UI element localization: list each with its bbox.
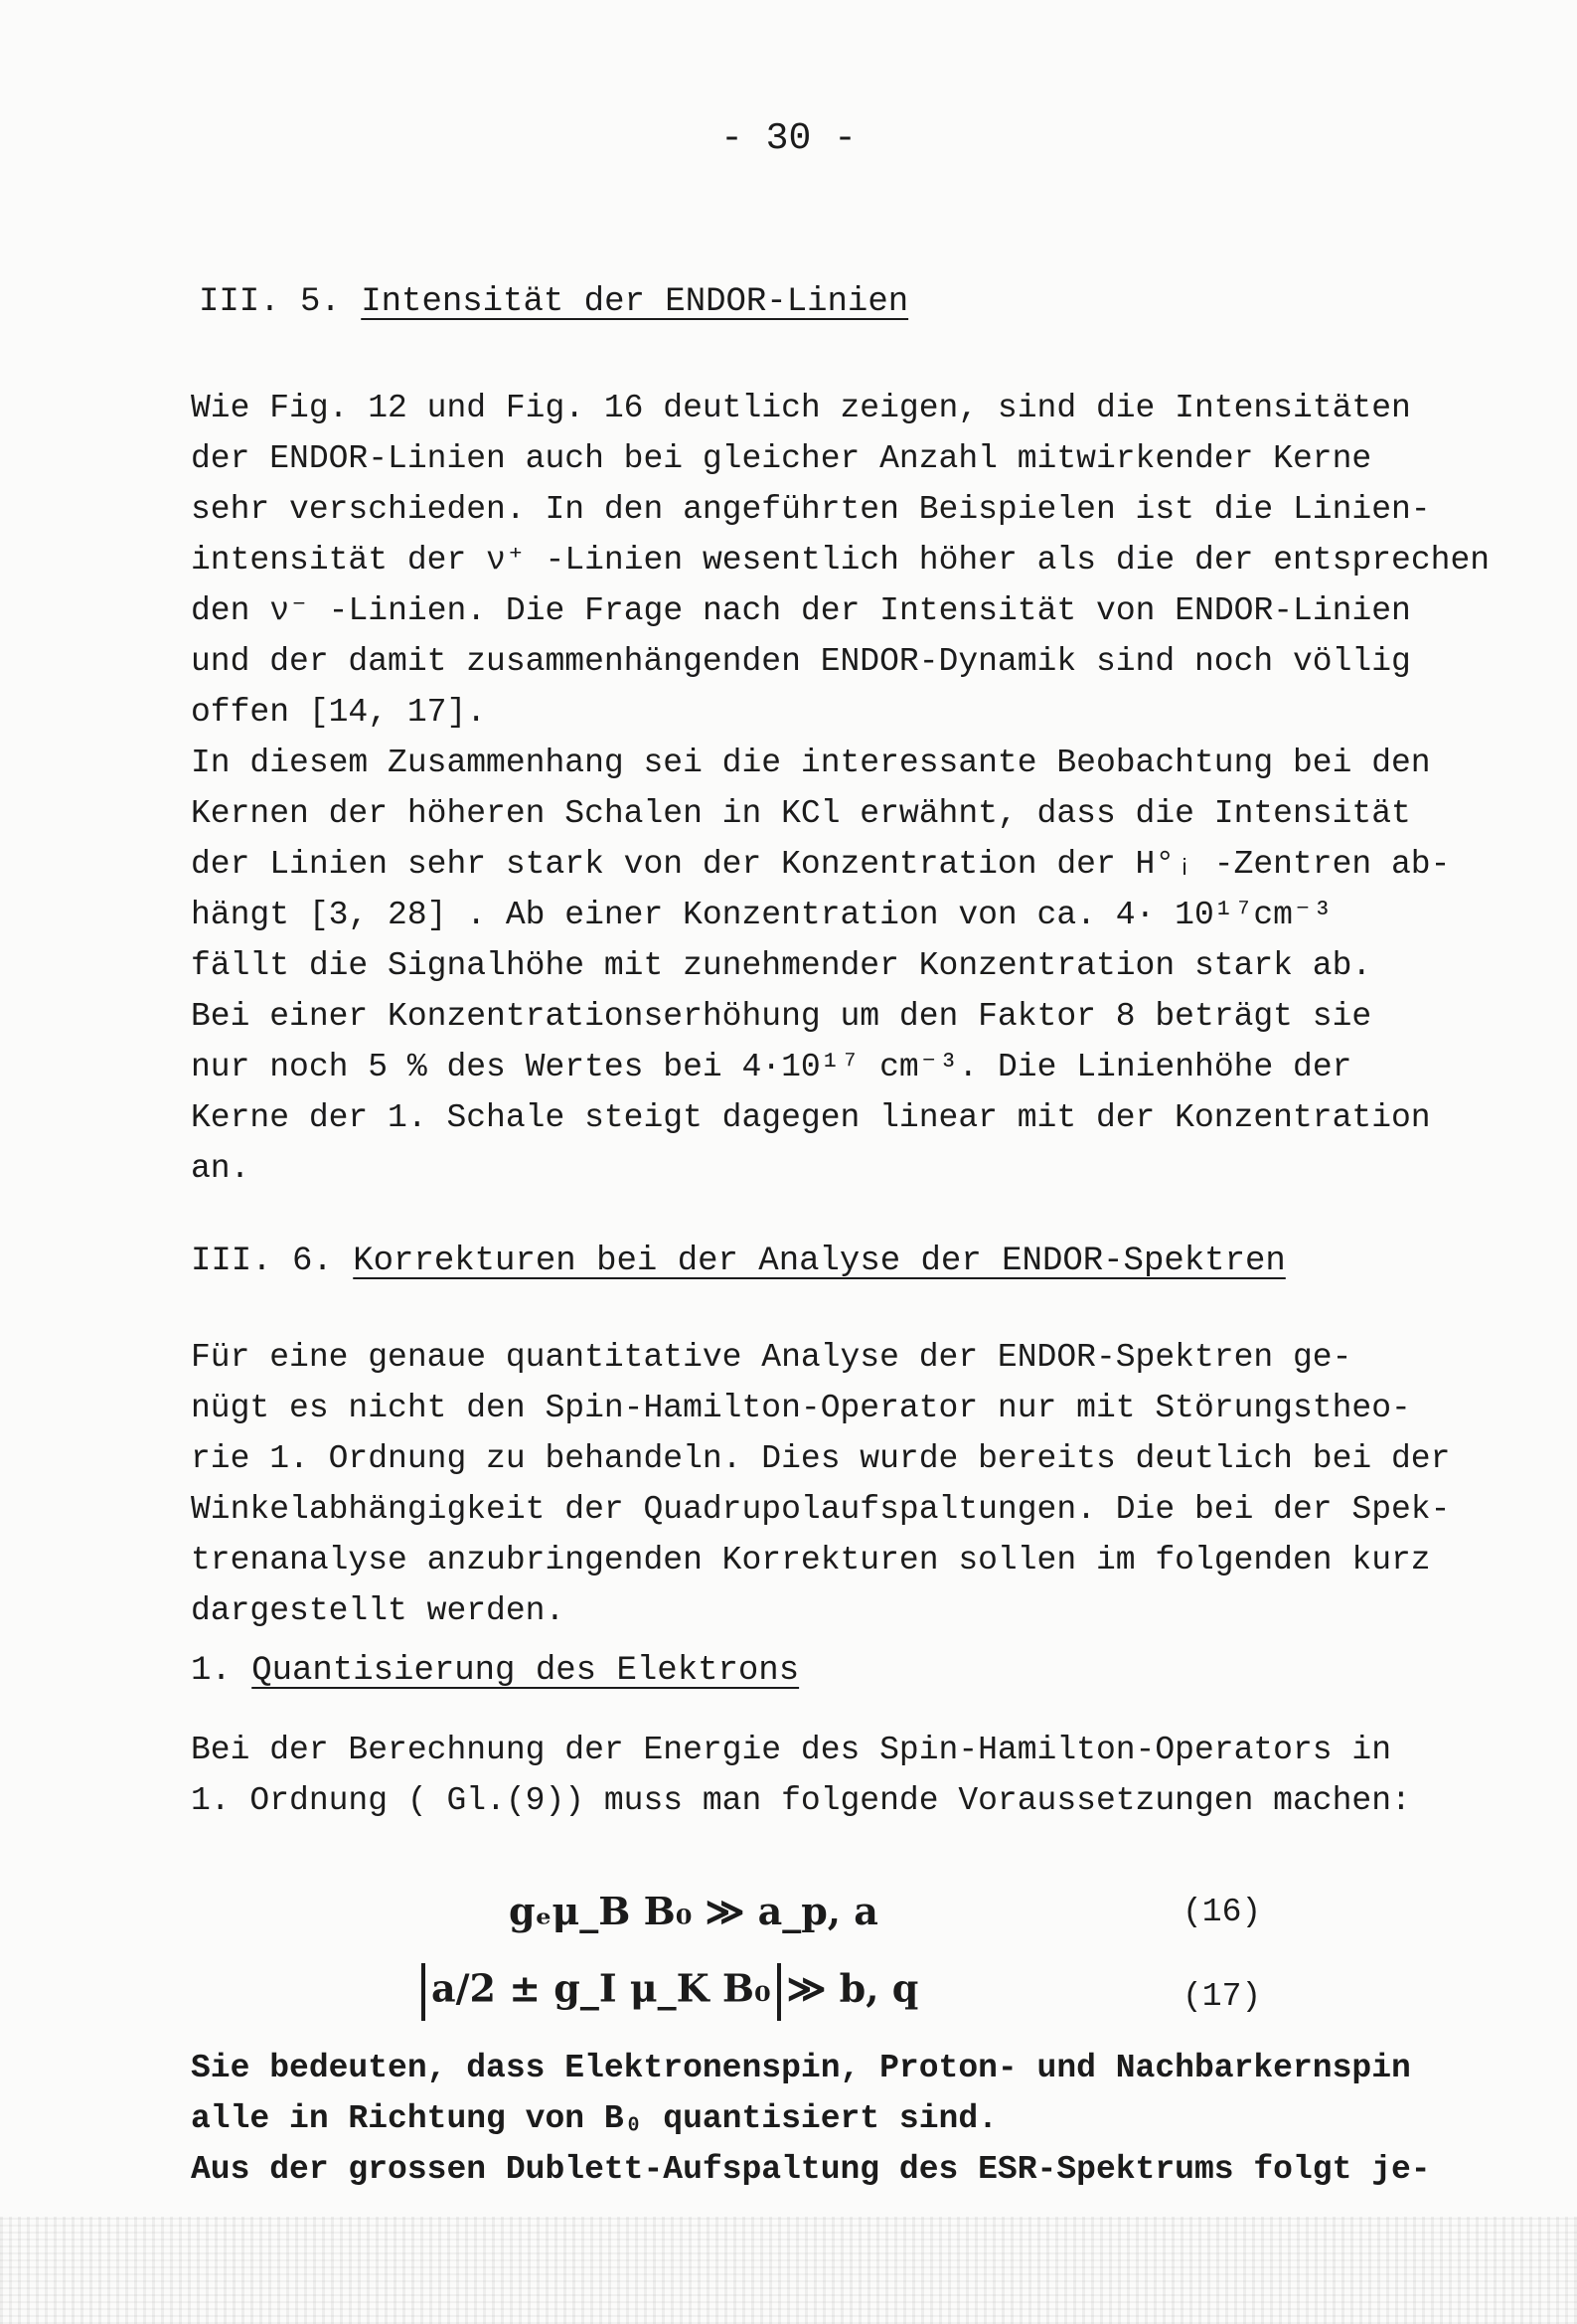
text-line: der Linien sehr stark von der Konzentration der H°ᵢ -Zentren ab- [191,846,1451,883]
equation-17-fraction: a/2 [431,1965,496,2011]
equation-17-rhs: ≫ b, q [786,1965,919,2011]
section-6-paragraph-1 [191,1332,1542,1636]
section-5-number: III. 5. [199,283,362,321]
text-line: Bei einer Konzentrationserhöhung um den Faktor 8 beträgt sie [191,998,1372,1035]
text-line: nur noch 5 % des Wertes bei 4·10¹⁷ cm⁻³. Die Linienhöhe der [191,1049,1352,1085]
text-line: Winkelabhängigkeit der Quadrupolaufspaltungen. Die bei der Spek- [191,1491,1451,1528]
equation-17-term: ± g_I μ_K B₀ [509,1965,771,2011]
equation-17-number: (17) [1183,1978,1262,2015]
text-line: trenanalyse anzubringenden Korrekturen sollen im folgenden kurz [191,1542,1431,1578]
section-6-heading [191,1243,1286,1280]
section-6-number: III. 6. [191,1243,354,1280]
text-line: Kerne der 1. Schale steigt dagegen linear mit der Konzentration [191,1099,1431,1136]
abs-bar-left [421,1963,425,2021]
text-line: nügt es nicht den Spin-Hamilton-Operator nur mit Störungstheo- [191,1390,1411,1426]
text-line: Kernen der höheren Schalen in KCl erwähnt, dass die Intensität [191,795,1411,832]
equation-17 [415,1963,918,2021]
equation-16-number: (16) [1183,1894,1262,1930]
text-line: Aus der grossen Dublett-Aufspaltung des ESR-Spektrums folgt je- [191,2151,1431,2188]
text-line: der ENDOR-Linien auch bei gleicher Anzahl mitwirkender Kerne [191,440,1372,477]
text-line: Wie Fig. 12 und Fig. 16 deutlich zeigen, sind die Intensitäten [191,390,1411,426]
text-line: rie 1. Ordnung zu behandeln. Dies wurde bereits deutlich bei der [191,1440,1451,1477]
text-line: den ν⁻ -Linien. Die Frage nach der Intensität von ENDOR-Linien [191,592,1411,629]
text-line: Bei der Berechnung der Energie des Spin-Hamilton-Operators in [191,1732,1391,1768]
text-line: Sie bedeuten, dass Elektronenspin, Proton- und Nachbarkernspin [191,2050,1411,2086]
subsection-1-title: Quantisierung des Elektrons [251,1652,800,1690]
text-line: sehr verschieden. In den angeführten Beispielen ist die Linien- [191,491,1431,528]
scan-noise [0,2217,1577,2324]
text-line: an. [191,1150,250,1187]
section-6-title: Korrekturen bei der Analyse der ENDOR-Spektren [353,1243,1286,1280]
section-5-paragraph-2 [191,738,1542,1194]
text-line: und der damit zusammenhängenden ENDOR-Dynamik sind noch völlig [191,643,1411,680]
equation-16: gₑμ_B B₀ ≫ a_p, a [509,1889,878,1933]
subsection-1-heading [191,1652,799,1690]
section-5-title: Intensität der ENDOR-Linien [361,283,909,321]
text-line: dargestellt werden. [191,1592,565,1629]
text-line: 1. Ordnung ( Gl.(9)) muss man folgende Voraussetzungen machen: [191,1782,1411,1819]
section-5-heading [199,283,908,321]
abs-bar-right [777,1963,781,2021]
subsection-1-number: 1. [191,1652,252,1690]
text-line: intensität der ν⁺ -Linien wesentlich höher als die der entsprechen [191,542,1491,579]
text-line: offen [14, 17]. [191,694,487,731]
text-line: hängt [3, 28] . Ab einer Konzentration von ca. 4· 10¹⁷cm⁻³ [191,897,1333,933]
text-line: Für eine genaue quantitative Analyse der ENDOR-Spektren ge- [191,1339,1352,1376]
subsection-1-paragraph-2 [191,2043,1542,2195]
page-number: - 30 - [720,117,857,160]
text-line: alle in Richtung von B₀ quantisiert sind. [191,2100,998,2137]
text-line: In diesem Zusammenhang sei die interessante Beobachtung bei den [191,745,1431,781]
text-line: fällt die Signalhöhe mit zunehmender Konzentration stark ab. [191,947,1372,984]
section-5-paragraph-1 [191,383,1542,738]
subsection-1-paragraph-1 [191,1725,1542,1826]
